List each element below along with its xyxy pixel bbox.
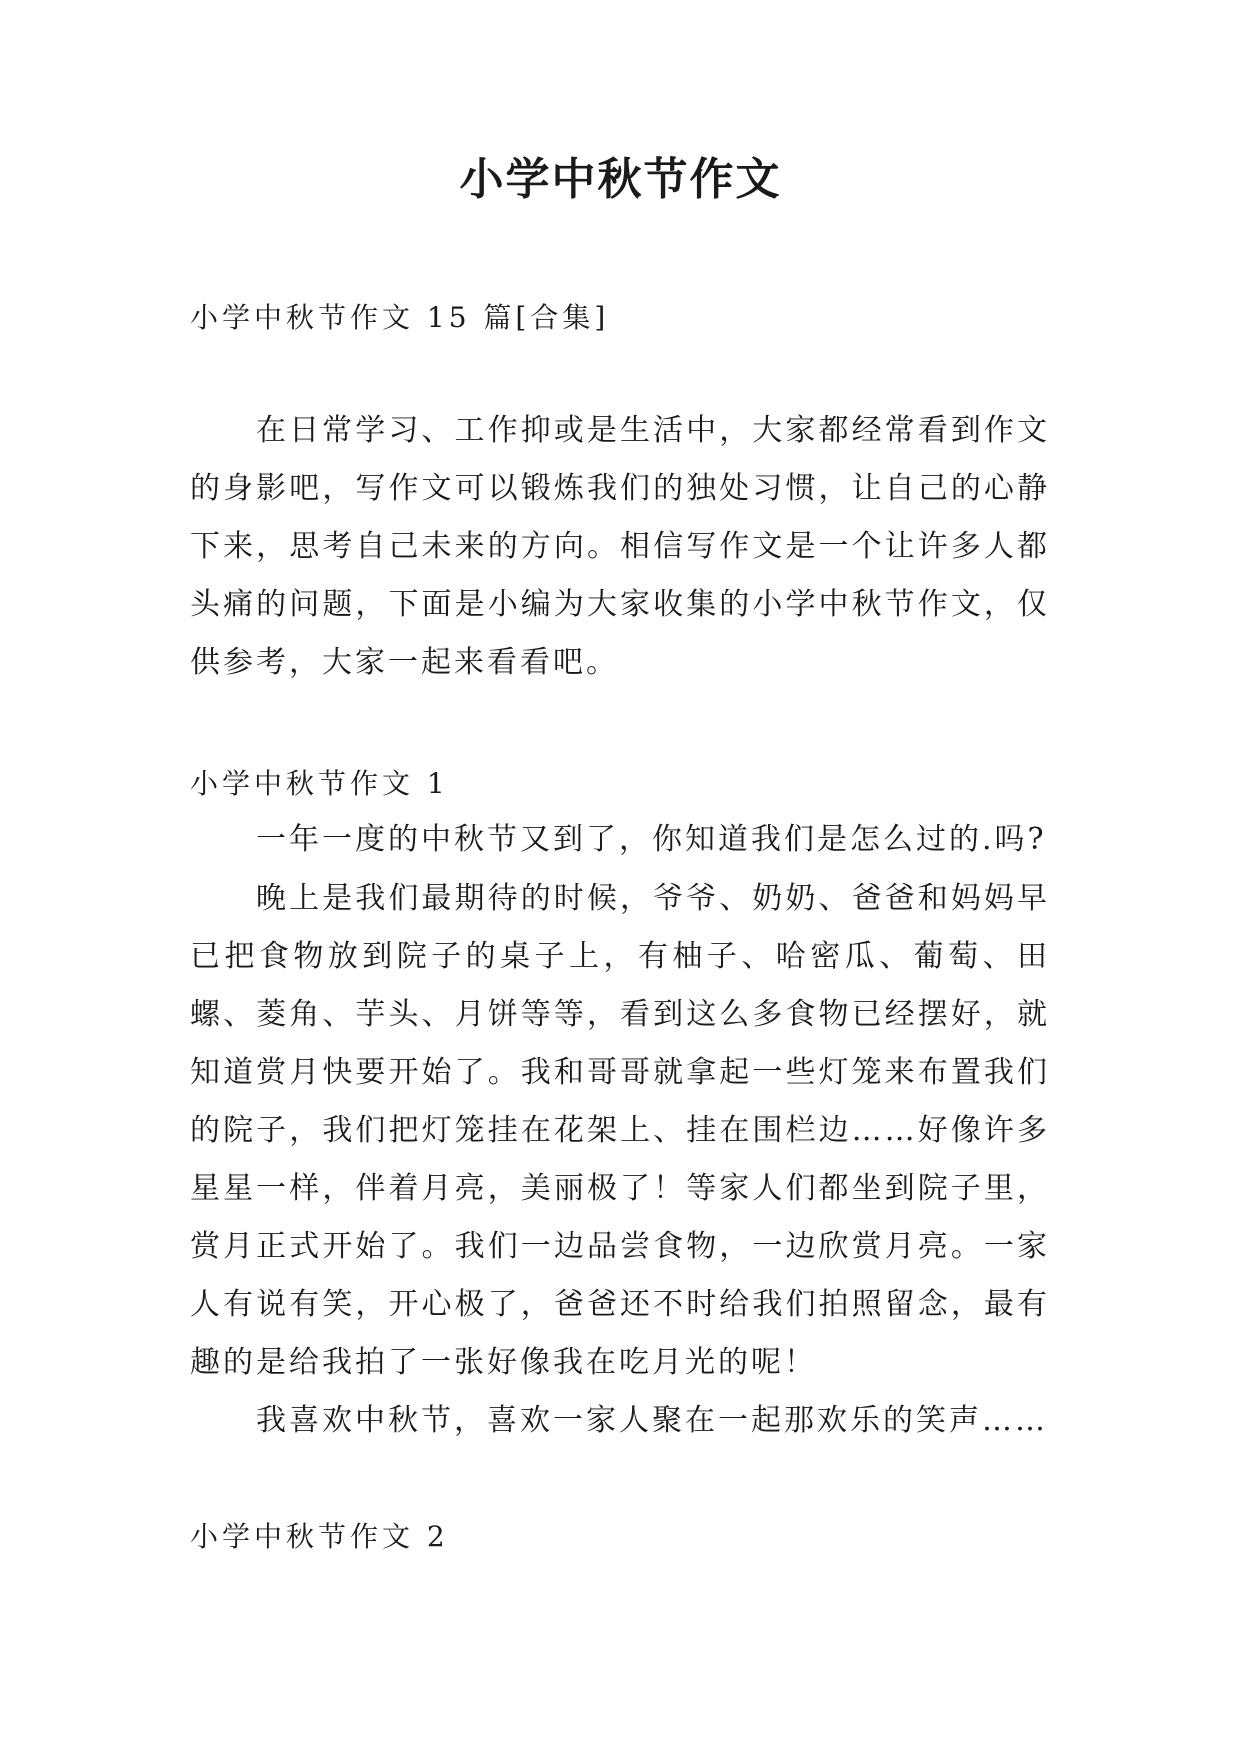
section-1-paragraph-2: 晚上是我们最期待的时候，爷爷、奶奶、爸爸和妈妈早已把食物放到院子的桌子上，有柚子、哈密瓜、葡萄、田螺、菱角、芋头、月饼等等，看到这么多食物已经摆好，就知道赏月快要开始了。我和哥哥就拿起一些灯笼来布置我们的院子，我们把灯笼挂在花架上、挂在围栏边……好像许多星星一样，伴着月亮，美丽极了！等家人们都坐到院子里，赏月正式开始了。我们一边品尝食物，一边欣赏月亮。一家人有说有笑，开心极了，爸爸还不时给我们拍照留念，最有趣的是给我拍了一张好像我在吃月光的呢！ <box>190 881 1050 1380</box>
document-subtitle: 小学中秋节作文 15 篇[合集] <box>190 301 610 334</box>
section-heading-2: 小学中秋节作文 2 <box>190 1520 449 1553</box>
section-1-paragraph-3: 我喜欢中秋节，喜欢一家人聚在一起那欢乐的笑声…… <box>256 1403 1048 1438</box>
intro-paragraph: 在日常学习、工作抑或是生活中，大家都经常看到作文的身影吧，写作文可以锻炼我们的独处习惯，让自己的心静下来，思考自己未来的方向。相信写作文是一个让许多人都头痛的问题，下面是小编为大家收集的小学中秋节作文，仅供参考，大家一起来看看吧。 <box>190 413 1050 680</box>
document-title: 小学中秋节作文 <box>459 154 782 205</box>
section-heading-1: 小学中秋节作文 1 <box>190 767 449 800</box>
section-1-paragraph-1: 一年一度的中秋节又到了，你知道我们是怎么过的.吗? <box>256 822 1047 857</box>
